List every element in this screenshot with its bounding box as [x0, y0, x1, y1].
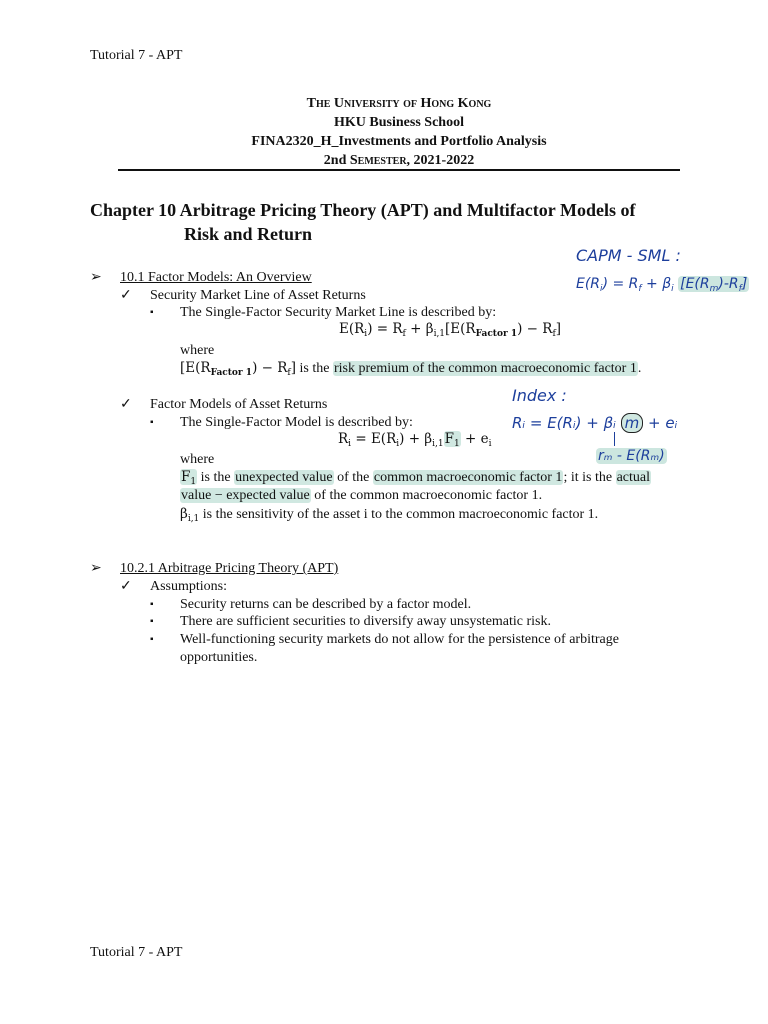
sml-desc-end: . — [637, 361, 642, 376]
square-bullet-icon: ▪ — [150, 616, 154, 627]
f1-text-3: ; it is the — [563, 470, 616, 485]
index-formula-annotation — [512, 414, 677, 432]
check-bullet-icon: ✓ — [120, 397, 132, 412]
index-m-circle: m — [621, 413, 644, 433]
common-factor-highlight: common macroeconomic factor 1 — [373, 470, 563, 485]
sml-where: where — [180, 343, 215, 358]
section2-heading: 10.2.1 Arbitrage Pricing Theory (APT) — [120, 561, 339, 576]
semester-suffix: , 2021-2022 — [406, 153, 475, 168]
f1-text-2: of the — [333, 470, 373, 485]
capm-a: E(R — [576, 276, 601, 292]
square-bullet-icon: ▪ — [150, 599, 154, 610]
sml-title: Security Market Line of Asset Returns — [150, 288, 366, 303]
chapter-title-line1: Chapter 10 Arbitrage Pricing Theory (APT) and Multifactor Models of — [90, 200, 636, 220]
index-annotation: Index : — [512, 386, 567, 405]
actual-minus-expected-highlight: value − expected value — [181, 488, 310, 503]
title-block — [118, 94, 680, 170]
f1-description-line2 — [180, 487, 542, 504]
page-header: Tutorial 7 - APT — [90, 48, 183, 63]
actual-highlight: actual — [616, 470, 650, 485]
f1-description-line1: $F_1$ is the unexpected value of the common macroeconomic factor 1; it is the actual — [181, 469, 650, 487]
unexpected-value-highlight: unexpected value — [235, 470, 333, 485]
assumption-item: Security returns can be described by a factor model. — [180, 597, 472, 612]
capm-sml-annotation: CAPM - SML : — [576, 246, 681, 265]
school-name: HKU Business School — [334, 115, 464, 130]
check-bullet-icon: ✓ — [120, 579, 132, 594]
capm-b: ) = R — [602, 276, 639, 292]
check-bullet-icon: ✓ — [120, 288, 132, 303]
arrow-bullet-icon: ➢ — [90, 561, 102, 576]
capm-hl-b: )-R — [718, 276, 739, 292]
beta-desc-text: is the sensitivity of the asset i to the common macroeconomic factor 1. — [199, 507, 599, 522]
course-name: FINA2320_H_Investments and Portfolio Analysis — [251, 134, 547, 149]
index-formula-text: Rᵢ = E(Rᵢ) + βᵢ — [512, 414, 616, 432]
square-bullet-icon: ▪ — [150, 307, 154, 318]
capm-formula-annotation: $E(R_i) = R_f + \beta_i$ $[E(R_m)-R_f]$ — [576, 276, 748, 294]
f1-text-4: of the common macroeconomic factor 1. — [310, 488, 543, 503]
factor-model-bullet: The Single-Factor Model is described by: — [180, 415, 413, 430]
index-note-annotation — [596, 448, 667, 464]
section1-heading: 10.1 Factor Models: An Overview — [120, 270, 312, 285]
index-formula-end: + eᵢ — [648, 414, 678, 432]
factor-models-title: Factor Models of Asset Returns — [150, 397, 328, 412]
assumption-item-continued: opportunities. — [180, 650, 258, 665]
university-name: The University of Hong Kong — [306, 96, 492, 111]
semester-word: Semester — [349, 153, 407, 168]
sml-description: $[E(R_{Factor 1}) - R_f]$ is the risk premium of the common macroeconomic factor 1. — [180, 360, 642, 378]
sml-desc-plain: is the — [296, 361, 333, 376]
square-bullet-icon: ▪ — [150, 634, 154, 645]
index-note-text: rₘ - E(Rₘ) — [598, 448, 665, 464]
semester-prefix: 2nd — [323, 153, 350, 168]
chapter-title-line2: Risk and Return — [184, 224, 313, 244]
capm-hl-a: [E(R — [680, 276, 710, 292]
assumption-item: There are sufficient securities to diversify away unsystematic risk. — [180, 614, 552, 629]
arrow-bullet-icon: ➢ — [90, 270, 102, 285]
sml-equation: $E(R_i) = R_f + \beta_{i,1}[E(R_{Factor 1}) - R_f]$ — [339, 321, 562, 339]
factor-model-equation: $R_i = E(R_i) + \beta_{i,1}F_1 + e_i$ — [338, 431, 492, 449]
title-divider — [118, 169, 680, 171]
page-footer: Tutorial 7 - APT — [90, 945, 183, 960]
capm-hl-c: ] — [741, 276, 748, 292]
annotation-connector-line — [614, 432, 615, 446]
assumptions-title: Assumptions: — [150, 579, 228, 594]
factor-where: where — [180, 452, 215, 467]
sml-bullet: The Single-Factor Security Market Line is described by: — [180, 305, 497, 320]
square-bullet-icon: ▪ — [150, 417, 154, 428]
beta-description: $\beta_{i,1}$ is the sensitivity of the asset i to the common macroeconomic factor 1. — [180, 506, 599, 524]
assumption-item: Well-functioning security markets do not allow for the persistence of arbitrage — [180, 632, 619, 647]
risk-premium-highlight: risk premium of the common macroeconomic factor 1 — [333, 361, 637, 376]
semester-line — [118, 151, 680, 170]
capm-c: + β — [641, 276, 672, 292]
f1-text-1: is the — [197, 470, 235, 485]
